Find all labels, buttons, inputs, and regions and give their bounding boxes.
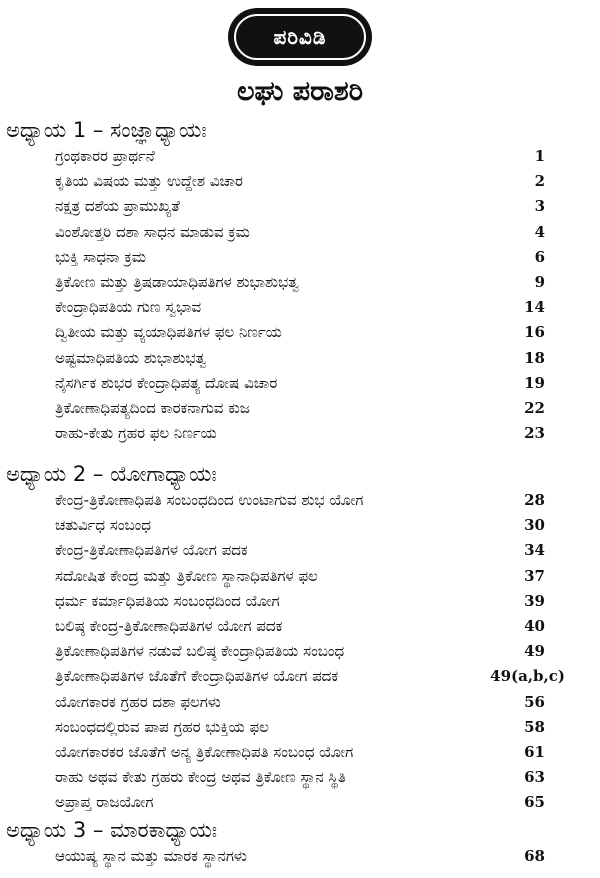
toc-entry	[55, 847, 545, 871]
toc-entry-page: 68	[524, 847, 545, 865]
contents-badge	[228, 8, 372, 66]
toc-entry-page: 4	[534, 222, 545, 241]
toc-entry-page: 1	[534, 147, 545, 165]
toc-entry	[55, 223, 545, 247]
toc-entry	[55, 424, 545, 448]
toc-entry	[55, 197, 545, 221]
toc-entry-title: ನಕ್ಷತ್ರ ದಶೆಯ ಪ್ರಾಮುಖ್ಯತೆ	[55, 197, 180, 216]
toc-entry-title: ದ್ವಿತೀಯ ಮತ್ತು ವ್ಯಯಾಧಿಪತಿಗಳ ಫಲ ನಿರ್ಣಯ	[55, 323, 282, 342]
toc-entry	[55, 667, 565, 691]
toc-entry-page: 3	[534, 197, 545, 216]
toc-entry	[55, 399, 545, 423]
toc-entry-title: ಬಲಿಷ್ಠ ಕೇಂದ್ರ-ತ್ರಿಕೋಣಾಧಿಪತಿಗಳ ಯೋಗ ಪದಕ	[55, 617, 283, 635]
toc-entry-page: 2	[534, 172, 545, 191]
toc-entry-title: ಯೋಗಕಾರಕರ ಜೊತೆಗೆ ಅನ್ಯ ತ್ರಿಕೋಣಾಧಿಪತಿ ಸಂಬಂಧ ಯೋಗ	[55, 743, 354, 761]
toc-entry-page: 63	[524, 768, 545, 787]
toc-entry-page: 28	[524, 491, 545, 509]
toc-entry	[55, 298, 545, 322]
toc-entry	[55, 768, 545, 792]
toc-entry	[55, 541, 545, 565]
chapter-heading: ಅಧ್ಯಾಯ 2 – ಯೋಗಾಧ್ಯಾಯಃ	[6, 462, 217, 486]
toc-entry-title: ವಿಂಶೋತ್ತರಿ ದಶಾ ಸಾಧನ ಮಾಡುವ ಕ್ರಮ	[55, 222, 250, 241]
toc-entry-title: ತ್ರಿಕೋಣ ಮತ್ತು ತ್ರಿಷಡಾಯಾಧಿಪತಿಗಳ ಶುಭಾಶುಭತ್ವ	[55, 273, 299, 291]
toc-entry	[55, 617, 545, 641]
toc-entry-page: 34	[524, 541, 545, 560]
toc-entry	[55, 147, 545, 171]
toc-entry	[55, 693, 545, 717]
toc-entry-title: ಕೇಂದ್ರ-ತ್ರಿಕೋಣಾಧಿಪತಿ ಸಂಬಂಧದಿಂದ ಉಂಟಾಗುವ ಶುಭ ಯೋಗ	[55, 491, 364, 509]
toc-entry-page: 16	[524, 323, 545, 342]
toc-entry-page: 39	[524, 591, 545, 610]
toc-entry-page: 65	[524, 793, 545, 812]
toc-entry-title: ಗ್ರಂಥಕಾರರ ಪ್ರಾರ್ಥನೆ	[55, 147, 155, 165]
toc-entry-title: ಧರ್ಮ ಕರ್ಮಾಧಿಪತಿಯ ಸಂಬಂಧದಿಂದ ಯೋಗ	[55, 591, 280, 610]
toc-entry	[55, 374, 545, 398]
toc-entry	[55, 718, 545, 742]
toc-entry-title: ಚತುರ್ವಿಧ ಸಂಬಂಧ	[55, 516, 151, 535]
toc-entry-page: 40	[524, 617, 545, 635]
chapter-heading: ಅಧ್ಯಾಯ 1 – ಸಂಜ್ಞಾಧ್ಯಾಯಃ	[6, 118, 207, 142]
toc-entry	[55, 592, 545, 616]
toc-entry-page: 30	[524, 516, 545, 535]
toc-entry-page: 58	[524, 717, 545, 736]
toc-entry-title: ಸದೋಷಿತ ಕೇಂದ್ರ ಮತ್ತು ತ್ರಿಕೋಣ ಸ್ಥಾನಾಧಿಪತಿಗಳ ಫಲ	[55, 566, 318, 585]
toc-entry-page: 18	[524, 348, 545, 367]
toc-entry-title: ಕೇಂದ್ರಾಧಿಪತಿಯ ಗುಣ ಸ್ವಭಾವ	[55, 298, 202, 317]
toc-entry	[55, 273, 545, 297]
toc-entry-title: ಯೋಗಕಾರಕ ಗ್ರಹರ ದಶಾ ಫಲಗಳು	[55, 692, 221, 711]
toc-entry	[55, 491, 545, 515]
toc-entry-page: 14	[524, 298, 545, 317]
toc-entry-page: 9	[534, 273, 545, 291]
toc-entry	[55, 567, 545, 591]
toc-entry	[55, 172, 545, 196]
toc-entry-page: 6	[534, 247, 545, 266]
toc-entry-title: ಕೇಂದ್ರ-ತ್ರಿಕೋಣಾಧಿಪತಿಗಳ ಯೋಗ ಪದಕ	[55, 541, 248, 560]
toc-entry	[55, 642, 545, 666]
chapter-heading: ಅಧ್ಯಾಯ 3 – ಮಾರಕಾಧ್ಯಾಯಃ	[6, 818, 218, 842]
toc-entry-title: ತ್ರಿಕೋಣಾಧಿಪತಿಗಳ ಜೊತೆಗೆ ಕೇಂದ್ರಾಧಿಪತಿಗಳ ಯೋಗ ಪದಕ	[55, 667, 339, 686]
toc-entry	[55, 516, 545, 540]
toc-entry	[55, 743, 545, 767]
toc-entry	[55, 323, 545, 347]
toc-entry-page: 56	[524, 692, 545, 711]
contents-badge-label: ಪರಿವಿಡಿ	[234, 14, 366, 60]
toc-entry-page: 22	[524, 399, 545, 417]
toc-entry-title: ಆಯುಷ್ಯ ಸ್ಥಾನ ಮತ್ತು ಮಾರಕ ಸ್ಥಾನಗಳು	[55, 847, 247, 865]
toc-entry-title: ನೈಸರ್ಗಿಕ ಶುಭರ ಕೇಂದ್ರಾಧಿಪತ್ಯ ದೋಷ ವಿಚಾರ	[55, 373, 278, 392]
toc-entry-title: ಭುಕ್ತಿ ಸಾಧನಾ ಕ್ರಮ	[55, 247, 147, 266]
toc-entry	[55, 248, 545, 272]
toc-entry-page: 23	[524, 424, 545, 443]
toc-entry	[55, 349, 545, 373]
toc-entry-title: ಅಷ್ಟಮಾಧಿಪತಿಯ ಶುಭಾಶುಭತ್ವ	[55, 348, 207, 367]
toc-entry-title: ಕೃತಿಯ ವಿಷಯ ಮತ್ತು ಉದ್ದೇಶ ವಿಚಾರ	[55, 172, 243, 191]
toc-entry	[55, 793, 545, 817]
toc-entry-title: ತ್ರಿಕೋಣಾಧಿಪತಿಗಳ ನಡುವೆ ಬಲಿಷ್ಠ ಕೇಂದ್ರಾಧಿಪತಿಯ ಸಂಬಂಧ	[55, 642, 345, 661]
toc-entry-title: ತ್ರಿಕೋಣಾಧಿಪತ್ಯದಿಂದ ಕಾರಕನಾಗುವ ಕುಜ	[55, 399, 250, 417]
book-title: ಲಘು ಪರಾಶರಿ	[237, 76, 363, 107]
toc-entry-title: ರಾಹು-ಕೇತು ಗ್ರಹರ ಫಲ ನಿರ್ಣಯ	[55, 424, 217, 443]
toc-entry-page: 49	[524, 642, 545, 661]
toc-entry-title: ಅಪ್ರಾಪ್ತ ರಾಜಯೋಗ	[55, 793, 154, 812]
toc-entry-page: 49(a,b,c)	[490, 667, 565, 686]
toc-entry-title: ರಾಹು ಅಥವ ಕೇತು ಗ್ರಹರು ಕೇಂದ್ರ ಅಥವ ತ್ರಿಕೋಣ ಸ್ಥಾನ ಸ್ಥಿತಿ	[55, 768, 346, 787]
toc-entry-page: 61	[524, 743, 545, 761]
toc-entry-page: 37	[524, 566, 545, 585]
toc-entry-page: 19	[524, 373, 545, 392]
toc-entry-title: ಸಂಬಂಧದಲ್ಲಿರುವ ಪಾಪ ಗ್ರಹರ ಭುಕ್ತಿಯ ಫಲ	[55, 717, 269, 736]
